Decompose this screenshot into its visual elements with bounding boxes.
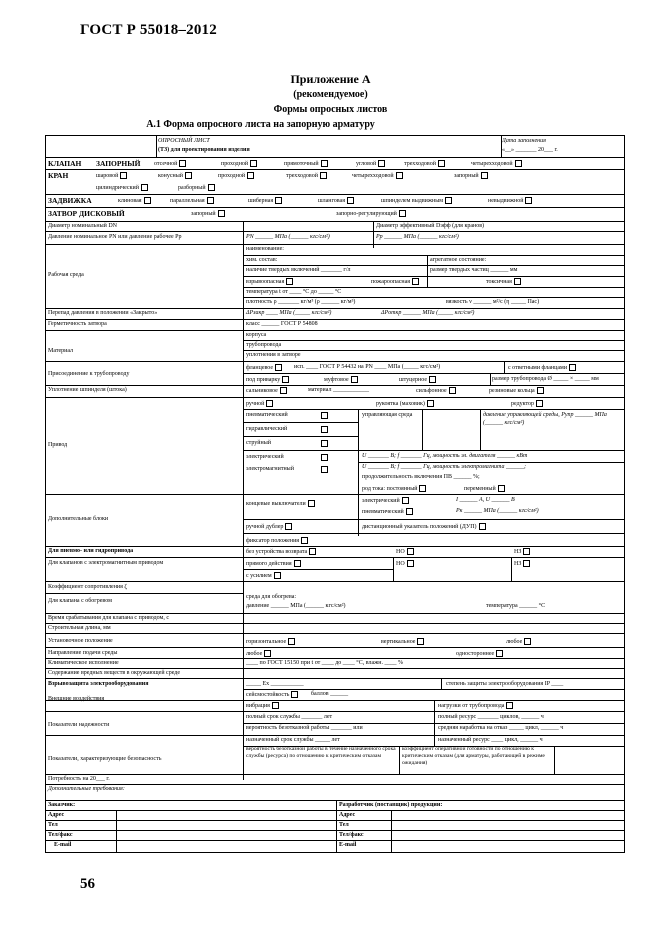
rukoyat-label: рукоятка (маховик)	[376, 400, 425, 407]
srok1-value[interactable]: полный срок службы _______ лет	[246, 714, 333, 720]
pozh-checkbox[interactable]	[412, 278, 419, 285]
cyl-checkbox[interactable]	[141, 184, 148, 191]
nagr-label: нагрузки от трубопровода	[438, 702, 505, 709]
klin-checkbox[interactable]	[144, 197, 151, 204]
otsech-checkbox[interactable]	[179, 160, 186, 167]
pn-label: Давление номинальное PN или давление рабочее Pр	[48, 234, 182, 240]
germ-label: Герметичность затвора	[48, 321, 107, 327]
email-label-left: E-mail	[54, 842, 72, 848]
upr-label: управляющая среда	[362, 412, 413, 418]
telf-label-left: Тел/факс	[48, 832, 73, 838]
obogrev-label: Для клапана с обогревом	[48, 598, 112, 604]
odnost-label: одностороннее	[456, 650, 495, 657]
appendix-subtitle: (рекомендуемое)	[293, 89, 368, 100]
zak-label: Заказчик:	[48, 802, 76, 808]
chet2-label: четырехходовой	[352, 172, 394, 179]
rezin-checkbox[interactable]	[537, 387, 544, 394]
dopreq-label: Дополнительные требования:	[48, 786, 125, 792]
razr-label: Разработчик (поставщик) продукции:	[339, 802, 443, 808]
perepad-open[interactable]: ΔPоткр ______ МПа (_____ кгс/см²)	[381, 310, 475, 316]
temp-label: температура t от ____ °С до _____ °С	[246, 289, 342, 295]
uglov-checkbox[interactable]	[378, 160, 385, 167]
gidro-label: гидравлический	[246, 426, 288, 432]
dup-checkbox[interactable]	[479, 523, 486, 530]
shiber-label: шиберная	[248, 197, 274, 204]
fiks-checkbox[interactable]	[301, 537, 308, 544]
ustan-label: Установочное положение	[48, 638, 113, 644]
dlyapg-label: Для пневмо- или гидропривода	[48, 548, 134, 554]
perem-checkbox[interactable]	[498, 485, 505, 492]
page-number: 56	[80, 876, 95, 892]
otsech-label: отсечной	[154, 160, 178, 167]
konc-checkbox[interactable]	[308, 500, 315, 507]
susil-checkbox[interactable]	[274, 572, 281, 579]
lyub-label: любое	[506, 638, 523, 645]
perem-label: переменный	[464, 485, 496, 492]
korp-label: корпуса	[246, 332, 267, 338]
no-label: НО	[396, 548, 405, 555]
germ-value[interactable]: класс ______ ГОСТ Р 54808	[246, 321, 318, 327]
pryamo-label: прямоточный	[284, 160, 319, 167]
elektr-label: электрический	[246, 454, 284, 460]
salnik-checkbox[interactable]	[280, 387, 287, 394]
elektr-checkbox[interactable]	[321, 454, 328, 461]
vnesh-label: Внешние воздействия	[48, 696, 105, 702]
pryamo-checkbox[interactable]	[321, 160, 328, 167]
konc-label: концевые выключатели	[246, 500, 306, 507]
privar-checkbox[interactable]	[282, 376, 289, 383]
ruch-checkbox[interactable]	[266, 400, 273, 407]
toks-checkbox[interactable]	[514, 278, 521, 285]
rod-checkbox[interactable]	[419, 485, 426, 492]
klin-label: клиновая	[118, 197, 142, 204]
vzr-label: Взрывозащита электрооборудования	[48, 681, 149, 687]
seism-label: сейсмостойкость	[246, 691, 290, 698]
sreda-ob-label: среда для обогрева:	[246, 594, 297, 600]
pozh-label: пожароопасная	[371, 278, 411, 285]
struin-label: струйный	[246, 440, 271, 446]
trekh2-checkbox[interactable]	[320, 172, 327, 179]
privod-label: Привод	[48, 442, 68, 448]
nz2-label: НЗ	[514, 560, 522, 567]
reduk-label: редуктор	[511, 400, 535, 407]
mufta-checkbox[interactable]	[351, 376, 358, 383]
lyub2-checkbox[interactable]	[264, 650, 271, 657]
lyub2-label: любое	[246, 650, 263, 657]
date-label: Дата заполнения	[502, 138, 546, 144]
trub-label: трубопровода	[246, 342, 282, 348]
pk-value[interactable]: Pк ______ МПа (______ кгс/см²)	[456, 508, 539, 514]
pnev2-label: пневматический	[362, 508, 404, 515]
tel-label-left: Тел	[48, 822, 58, 828]
otv-checkbox[interactable]	[569, 364, 576, 371]
parallel-label: параллельная	[170, 197, 205, 204]
mater-value[interactable]: материал ____________	[308, 387, 369, 393]
fiks-label: фиксатор положения	[246, 537, 300, 544]
bez-label: без устройства возврата	[246, 548, 308, 555]
goriz-checkbox[interactable]	[288, 638, 295, 645]
agreg-label: агрегатное состояние:	[430, 257, 487, 263]
vrem-label: Время срабатывания для клапана с приводом, с	[48, 615, 170, 621]
kran-label: КРАН	[48, 171, 69, 180]
srok2-value[interactable]: назначенный срок службы _____ лет	[246, 737, 340, 743]
nagr-checkbox[interactable]	[506, 702, 513, 709]
razbor-label: разборный	[178, 184, 206, 191]
shar-checkbox[interactable]	[120, 172, 127, 179]
dubl-label: ручной дублер	[246, 523, 284, 530]
chetyrekh-label: четырехходовой	[471, 160, 513, 167]
bezop-label: Показатели, характеризующие безопасность	[48, 756, 162, 762]
elmag-checkbox[interactable]	[321, 466, 328, 473]
no2-label: НО	[396, 560, 405, 567]
seism-checkbox[interactable]	[291, 691, 298, 698]
nz-checkbox[interactable]	[523, 548, 530, 555]
uplz-label: уплотнения в затворе	[246, 352, 301, 358]
dup-label: дистанционный указатель положений (ДУП)	[362, 523, 477, 530]
nz2-checkbox[interactable]	[523, 560, 530, 567]
shlang-label: шланговая	[318, 197, 345, 204]
pryam-checkbox[interactable]	[294, 560, 301, 567]
salnik-label: сальниковое	[246, 387, 278, 394]
naim-label: наименование:	[246, 246, 284, 252]
prokh2-checkbox[interactable]	[247, 172, 254, 179]
telf-label-right: Тел/факс	[339, 832, 364, 838]
step-value[interactable]: степень защиты электрооборудования IP ____	[446, 681, 564, 687]
vibr-label: вибрация	[246, 702, 270, 709]
mufta-label: муфтовое	[324, 376, 349, 383]
vert-checkbox[interactable]	[417, 638, 424, 645]
zap2-checkbox[interactable]	[218, 210, 225, 217]
otv-label: с ответными фланцами	[508, 364, 568, 371]
forms-heading: Формы опросных листов	[273, 104, 388, 115]
dlyael-label: Для клапанов с электромагнитным приводом	[48, 560, 164, 566]
disk-label: ЗАТВОР ДИСКОВЫЙ	[48, 209, 125, 218]
questionnaire-form	[45, 135, 625, 853]
razm-label: размер твердых частиц ______ мм	[430, 267, 518, 273]
privar-label: под приварку	[246, 376, 281, 383]
zaporreg-checkbox[interactable]	[399, 210, 406, 217]
tz-label: (ТЗ) для проектирования изделия	[158, 147, 250, 153]
bez1-text: вероятность безотказной работы в течение назначенного срока службы (ресурса) по отношению к критическим отказам	[246, 746, 396, 759]
el2-label: электрический	[362, 497, 400, 504]
vydv-checkbox[interactable]	[445, 197, 452, 204]
susil-label: с усилием	[246, 572, 272, 579]
khim-label: хим. состав:	[246, 257, 278, 263]
koef-label: Коэффициент сопротивления ζ	[48, 584, 127, 590]
klapan-label: КЛАПАН	[48, 159, 82, 168]
konus-label: конусный	[158, 172, 183, 179]
ol-label: ОПРОСНЫЙ ЛИСТ	[158, 138, 210, 144]
stroit-label: Строительная длина, мм	[48, 625, 111, 631]
klim-label: Климатическое исполнение	[48, 660, 119, 666]
ia-value[interactable]: I ______ А, U ______ В	[456, 497, 515, 503]
u2-value[interactable]: U _______ В; f _______ Гц, мощность электромагнита ______;	[362, 464, 526, 470]
no-checkbox[interactable]	[407, 548, 414, 555]
gidro-checkbox[interactable]	[321, 426, 328, 433]
shar-label: шаровой	[96, 172, 119, 179]
bez-checkbox[interactable]	[309, 548, 316, 555]
dubl-checkbox[interactable]	[285, 523, 292, 530]
u1-value[interactable]: U _______ В; f _______ Гц, мощность эл. двигателя ______ кВт	[362, 453, 528, 459]
nevydv-checkbox[interactable]	[525, 197, 532, 204]
perepad-label: Перепад давления в положении «Закрыто»	[48, 310, 158, 316]
zapornyi-label: запорный	[454, 172, 479, 179]
date-value: «__» _______ 20___ г.	[502, 147, 558, 153]
lyub-checkbox[interactable]	[524, 638, 531, 645]
parallel-checkbox[interactable]	[207, 197, 214, 204]
prisoed-label: Присоединение к трубопроводу	[48, 371, 130, 377]
prokh2-label: проходной	[218, 172, 246, 179]
zapor-label: ЗАПОРНЫЙ	[96, 159, 141, 168]
deff-label: Диаметр эффективный Dэфф (для кранов)	[376, 223, 485, 229]
vert-label: вертикальное	[381, 638, 416, 645]
shtuc-label: штуцерное	[399, 376, 427, 383]
vzryv-checkbox[interactable]	[286, 278, 293, 285]
sod-label: Содержание вредных веществ в окружающей среде	[48, 670, 180, 676]
vydv-label: шпинделем выдвижным	[381, 197, 444, 204]
shiber-checkbox[interactable]	[275, 197, 282, 204]
konus-checkbox[interactable]	[185, 172, 192, 179]
dn-label: Диаметр номинальный DN	[48, 223, 118, 229]
nz-label: НЗ	[514, 548, 522, 555]
perepad-closed[interactable]: ΔPзакр ____ МПа (_____ кгс/см²)	[246, 310, 332, 316]
tel-label-right: Тел	[339, 822, 349, 828]
razmtr-value[interactable]: размер трубопровода Ø _____ × _____ мм	[492, 376, 599, 382]
plot-label: плотность ρ _______ кг/м³ (ρ ______ кг/м³)	[246, 299, 356, 305]
isp-value[interactable]: исп. ____ ГОСТ Р 54432 на PN ____ МПа (_____ кгс/см²)	[294, 364, 441, 370]
shlang-checkbox[interactable]	[347, 197, 354, 204]
res2-value[interactable]: назначенный ресурс ____ цикл, ______ ч	[438, 737, 543, 743]
odnost-checkbox[interactable]	[496, 650, 503, 657]
nadezh-label: Показатели надежности	[48, 722, 110, 728]
flan-label: фланцевое	[246, 364, 274, 371]
ball-value[interactable]: баллов ______	[311, 691, 349, 697]
nevydv-label: невыдвижной	[488, 197, 524, 204]
rezin-label: резиновые кольца	[489, 387, 535, 394]
res1-value[interactable]: полный ресурс _______ циклов, ______ ч	[438, 714, 544, 720]
pnevmo-label: пневматический	[246, 412, 288, 418]
toks-label: токсичная	[486, 278, 512, 285]
elmag-label: электромагнитный	[246, 466, 294, 472]
uglov-label: угловой	[356, 160, 377, 167]
rod-label: род тока: постоянный	[362, 485, 418, 492]
appendix-title: Приложение А	[290, 72, 371, 86]
zadv-label: ЗАДВИЖКА	[48, 196, 92, 205]
rukoyat-checkbox[interactable]	[427, 400, 434, 407]
adr-label-left: Адрес	[48, 812, 65, 818]
el2-checkbox[interactable]	[402, 497, 409, 504]
bez2-text: коэффициент оперативной готовности по отношению к критическим отказам (для арматуры, работающей в режиме ожидания)	[402, 746, 545, 766]
cyl-label: цилиндрический	[96, 184, 139, 191]
klim-value[interactable]: ____ по ГОСТ 15150 при t от ____ до ____ °С, влажн. ____ %	[246, 660, 403, 666]
silf-checkbox[interactable]	[449, 387, 456, 394]
davl-upr-value[interactable]: давление управляющей среды, Pупр ______ МПа (______ кгс/см²)	[483, 412, 607, 426]
razbor-checkbox[interactable]	[208, 184, 215, 191]
mat-label: Материал	[48, 348, 74, 354]
a1-heading: А.1 Форма опросного листа на запорную арматуру	[146, 119, 375, 130]
silf-label: сильфонное	[416, 387, 447, 394]
chet2-checkbox[interactable]	[396, 172, 403, 179]
ver-value[interactable]: вероятность безотказной работы _______ или	[246, 725, 363, 731]
doc-header: ГОСТ Р 55018–2012	[80, 22, 217, 38]
zap2-label: запорный	[191, 210, 216, 217]
tverd-label: наличие твердых включений _______ г/л	[246, 267, 351, 273]
chetyrekh-checkbox[interactable]	[515, 160, 522, 167]
vyaz-label: вязкость ν ______ м²/с (η _____ Пас)	[446, 299, 540, 305]
pn-value[interactable]: PN ______ МПа (______ кгс/см²)	[246, 234, 330, 240]
vzryv-label: взрывоопасная	[246, 278, 285, 285]
shtuc-checkbox[interactable]	[429, 376, 436, 383]
vibr-checkbox[interactable]	[272, 702, 279, 709]
upl-label: Уплотнение шпинделя (штока)	[48, 387, 127, 393]
struin-checkbox[interactable]	[321, 440, 328, 447]
dop-label: Дополнительные блоки	[48, 516, 109, 522]
prokhod-checkbox[interactable]	[250, 160, 257, 167]
flan-checkbox[interactable]	[275, 364, 282, 371]
napr-label: Направление подачи среды	[48, 650, 118, 656]
prokhod-label: проходной	[221, 160, 249, 167]
trekh-label: трехходовой	[404, 160, 436, 167]
trekh2-label: трехходовой	[286, 172, 318, 179]
pnev2-checkbox[interactable]	[406, 508, 413, 515]
ruch-label: ручной	[246, 400, 265, 407]
adr-label-right: Адрес	[339, 812, 356, 818]
ex-value[interactable]: _____ Ex ___________	[246, 681, 304, 687]
pr-value[interactable]: Pр ______ МПа (______ кгс/см²)	[376, 234, 459, 240]
trekh-checkbox[interactable]	[438, 160, 445, 167]
pryam-label: прямого действия	[246, 560, 292, 567]
potreb-label: Потребность на 20___ г.	[48, 776, 110, 782]
no2-checkbox[interactable]	[407, 560, 414, 567]
zapornyi-checkbox[interactable]	[481, 172, 488, 179]
email-label-right: E-mail	[339, 842, 357, 848]
davl-ob-value[interactable]: давление ______ МПа (______ кгс/см²)	[246, 603, 346, 609]
temp-ob-value[interactable]: температура ______ °С	[486, 603, 546, 609]
sreda-label: Рабочая среда	[48, 272, 84, 278]
pv-value[interactable]: продолжительность включения ПВ ______ %;	[362, 474, 480, 480]
pnevmo-checkbox[interactable]	[321, 412, 328, 419]
reduk-checkbox[interactable]	[536, 400, 543, 407]
zaporreg-label: запорно-регулирующий	[336, 210, 397, 217]
goriz-label: горизонтальное	[246, 638, 287, 645]
sred-value[interactable]: средняя наработка на отказ _____ цикл, ______ ч	[438, 725, 564, 731]
